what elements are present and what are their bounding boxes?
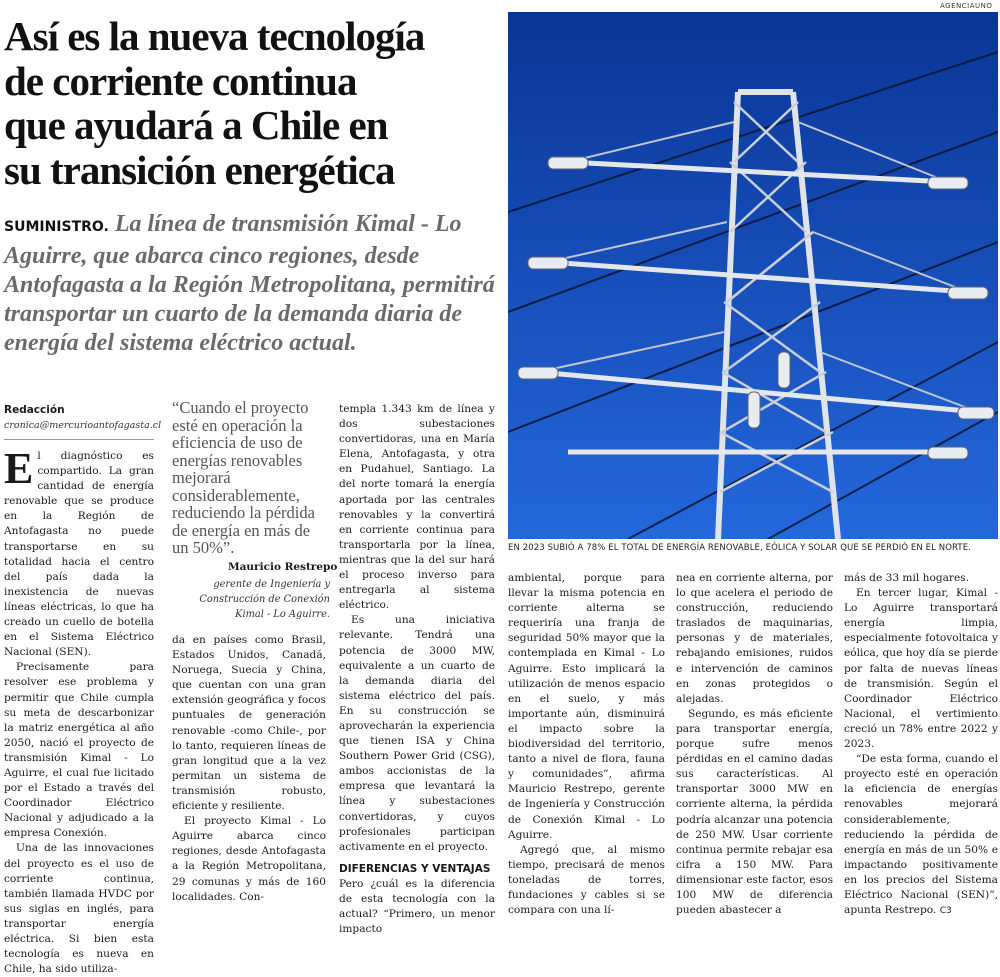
paragraph: Precisamente para resolver ese problema y permitir que Chile cumpla su meta de descarbonizar la matriz energética al año 2050, nació el proyecto de transmisión Kimal - Lo Aguirre, el cual fue licitado por el Estado a través del Coordinador Eléctrico Nacional y adjudicado a la empresa Conexión.	[4, 661, 154, 840]
photo-caption: EN 2023 SUBIÓ A 78% EL TOTAL DE ENERGÍA RENOVABLE, EÓLICA Y SOLAR QUE SE PERDIÓ EN EL NORTE.	[508, 543, 971, 553]
paragraph: Una de las innovaciones del proyecto es el uso de corriente continua, también llamada HVDC por sus siglas en inglés, para transportar energía eléctrica. Si bien esta tecnología es nueva en Chile, ha sido utiliza-	[4, 842, 154, 976]
paragraph: Es una iniciativa relevante. Tendrá una potencia de 3000 MW, equivalente a un cuarto de la demanda diaria del sistema eléctrico del país. En su construcción se aprovecharán la experiencia que tienen ISA y China Southern Power Grid (CSG), ambos accionistas de la empresa que levantará la línea y subestaciones convertidoras, y cuyos profesionales participan activamente en el proyecto.	[339, 614, 495, 853]
byline-email: cronica@mercurioantofagasta.cl	[4, 420, 162, 431]
paragraph: Agregó que, al mismo tiempo, precisará de menos toneladas de torres, fundaciones y cables si se compara con una lí-	[508, 843, 665, 917]
subheading: DIFERENCIAS Y VENTAJAS	[339, 862, 491, 875]
paragraph: El proyecto Kimal - Lo Aguirre abarca cinco regiones, desde Antofagasta a la Región Metropolitana, 29 comunas y más de 160 localidades. Con-	[172, 815, 326, 903]
pull-quote-role: gerente de Ingeniería y Construcción de Conexión Kimal - Lo Aguirre.	[199, 579, 330, 620]
headline-line: Así es la nueva tecnología	[4, 13, 425, 59]
paragraph	[4, 444, 154, 660]
dropcap: E	[4, 444, 34, 493]
pull-quote-name: Mauricio Restrepo	[228, 561, 338, 573]
paragraph: Segundo, es más eficiente para transportar energía, porque sufre menos pérdidas en el camino dadas sus características. Al transportar 3000 MW en corriente alterna, la pérdida podría alcanzar una potencia de 250 MW. Usar corriente continua permite rebajar esa cifra a 150 MW. Para dimensionar este factor, esos 100 MW de diferencia pueden abastecer a	[676, 707, 833, 917]
byline-name: Redacción	[4, 404, 65, 416]
pull-quote: “Cuando el proyecto esté en operación la eficiencia de uso de energías renovables mejorará considerablemente, reduciendo la pérdida de energía en más de un 50%”.	[172, 398, 315, 557]
headline	[4, 14, 500, 192]
deck-text: La línea de transmisión Kimal - Lo Aguirre, que abarca cinco regiones, desde Antofagasta a la Región Metropolitana, permitirá transportar un cuarto de la demanda diaria de energía del sistema eléctrico actual.	[4, 211, 495, 356]
column-5	[676, 571, 833, 918]
column-6	[844, 571, 998, 919]
column-2	[172, 633, 326, 905]
headline-line: de corriente continua	[4, 57, 357, 104]
photo-credit: AGENCIAUNO	[940, 2, 993, 10]
column-3	[339, 402, 495, 937]
paragraph: templa 1.343 km de línea y dos subestaciones convertidoras, una en María Elena, Antofagasta, y otra en Pudahuel, Santiago. La del norte tomará la energía aportada por las centrales renovables y la convertirá en corriente continua para transportarla por la línea, mientras que la del sur hará el proceso inverso para entregarla al sistema eléctrico.	[339, 403, 495, 612]
paragraph	[844, 752, 998, 919]
paragraph: ambiental, porque para llevar la misma potencia en corriente alterna se requeriría una franja de seguridad 50% mayor que la contemplada en Kimal - Lo Aguirre. Esto implicará la utilización de menos espacio en el suelo, y más importante aún, disminuirá el impacto sobre la biodiversidad del territorio, tanto a nivel de flora, fauna y comunidades”, afirma Mauricio Restrepo, gerente de Ingeniería y Construcción de Conexión Kimal - Lo Aguirre.	[508, 572, 665, 841]
column-4	[508, 571, 665, 918]
paragraph: Pero ¿cuál es la diferencia de esta tecnología con la actual? “Primero, un menor impacto	[339, 877, 495, 936]
paragraph: más de 33 mil hogares.	[844, 572, 970, 584]
column-1	[4, 444, 154, 977]
paragraph-text: l diagnóstico es compartido. La gran cantidad de energía renovable que se produce en la Región de Antofagasta no puede transportarse en su totalidad hacia el centro del país dada la inexistencia de nuevas líneas eléctricas, lo que ha creado un cuello de botella en el Sistema Eléctrico Nacional (SEN).	[4, 450, 154, 659]
photo-transmission-tower	[508, 12, 998, 539]
paragraph: da en países como Brasil, Estados Unidos, Canadá, Noruega, Suecia y China, que cuentan con una gran extensión geográfica y focos puntuales de generación renovable -como Chile-, por lo tanto, requieren líneas de gran longitud que a la vez permitan un sistema de transmisión robusto, eficiente y resiliente.	[172, 634, 326, 813]
divider	[4, 439, 154, 440]
paragraph-text: “De esta forma, cuando el proyecto esté en operación la eficiencia de energías renovables mejorará considerablemente, reduciendo la pérdida de energía en más de un 50% e impactando positivamente en los precios del Sistema Eléctrico Nacional (SEN)”, apunta Restrepo.	[844, 753, 998, 917]
end-mark: C3	[939, 906, 952, 917]
headline-line: su transición energética	[4, 146, 395, 193]
headline-line: que ayudará a Chile en	[4, 102, 388, 148]
tower-illustration	[508, 12, 998, 539]
paragraph: En tercer lugar, Kimal - Lo Aguirre transportará energía limpia, especialmente fotovoltaica y eólica, que hoy día se pierde por falta de nuevas líneas de transmisión. Según el Coordinador Eléctrico Nacional, el vertimiento creció un 78% entre 2022 y 2023.	[844, 587, 998, 751]
paragraph: nea en corriente alterna, por lo que acelera el periodo de construcción, reduciendo traslados de maquinarias, personas y de materiales, rebajando emisiones, ruidos e intervención de caminos en zonas protegidos o alejadas.	[676, 572, 833, 705]
deck-kicker: SUMINISTRO.	[4, 219, 109, 235]
deck	[4, 210, 504, 358]
